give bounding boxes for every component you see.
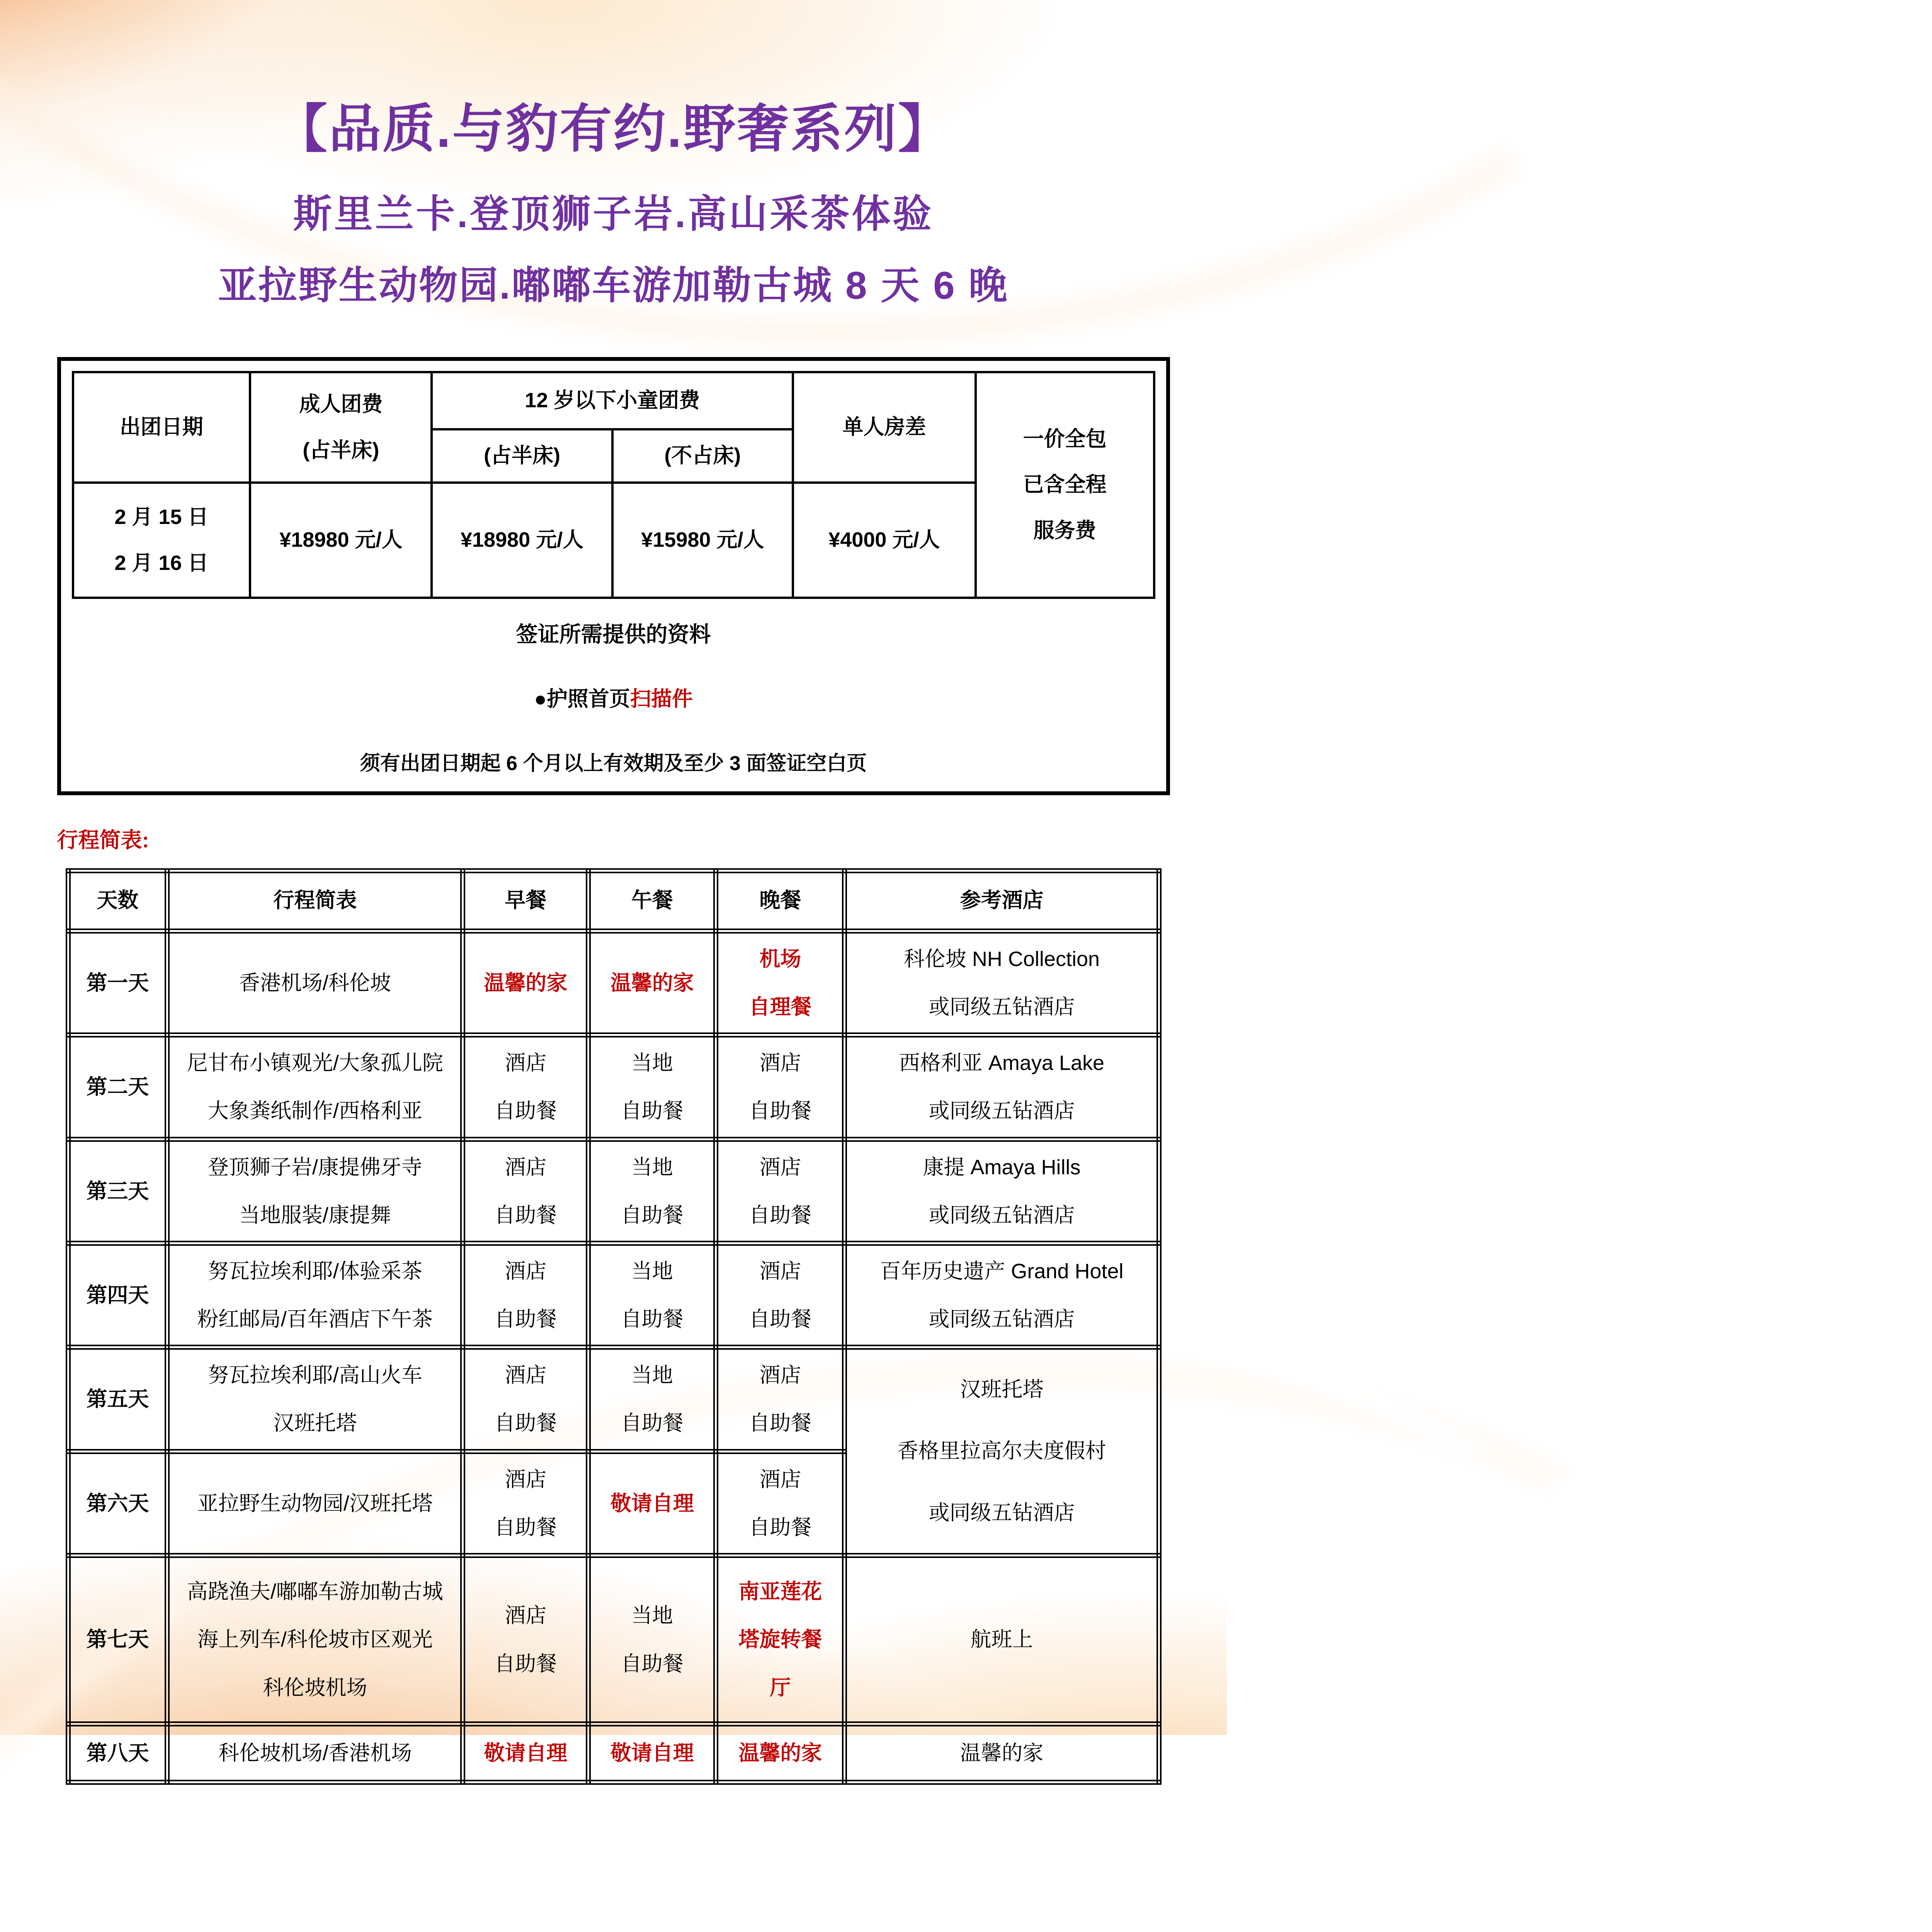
cell-dinner: 南亚莲花 塔旋转餐 厅	[716, 1556, 845, 1724]
cell-lunch: 当地 自助餐	[588, 1035, 716, 1139]
adult-fee-bed-note: (占半床)	[303, 438, 379, 462]
visa-requirement-item	[72, 682, 1155, 712]
cell-hotel: 西格利亚 Amaya Lake 或同级五钻酒店	[845, 1035, 1159, 1139]
cell-plan: 尼甘布小镇观光/大象孤儿院 大象粪纸制作/西格利亚	[167, 1035, 463, 1139]
cell-lunch: 当地 自助餐	[588, 1556, 716, 1724]
cell-breakfast: 酒店 自助餐	[463, 1347, 588, 1451]
header-day: 天数	[68, 871, 167, 931]
cell-hotel-merged: 汉班托塔 香格里拉高尔夫度假村 或同级五钻酒店	[845, 1347, 1159, 1556]
cell-lunch: 敬请自理	[588, 1451, 716, 1555]
cell-lunch: 温馨的家	[588, 931, 716, 1035]
single-room-diff-label: 单人房差	[842, 415, 926, 439]
page-title: 【品质.与豹有约.野奢系列】	[275, 100, 952, 158]
cell-day: 第二天	[68, 1035, 167, 1139]
cell-child-no-bed-header	[612, 429, 793, 483]
visa-section	[72, 617, 1155, 776]
itinerary-row-day1	[68, 931, 1159, 1035]
departure-date-label: 出团日期	[119, 415, 203, 439]
departure-date-1: 2 月 15 日	[114, 505, 209, 529]
cell-day: 第七天	[68, 1556, 167, 1724]
departure-date-2: 2 月 16 日	[114, 551, 209, 575]
itinerary-row-day7	[68, 1556, 1159, 1724]
cell-breakfast: 酒店 自助餐	[463, 1451, 588, 1555]
cell-adult-price	[250, 483, 432, 598]
cell-dinner: 机场 自理餐	[716, 931, 845, 1035]
cell-breakfast: 酒店 自助餐	[463, 1243, 588, 1347]
cell-dinner: 酒店 自助餐	[716, 1139, 845, 1243]
header-plan: 行程简表	[167, 871, 463, 931]
cell-plan: 香港机场/科伦坡	[167, 931, 463, 1035]
cell-dinner: 酒店 自助餐	[716, 1451, 845, 1555]
all-inclusive-line-1: 一价全包	[1023, 427, 1107, 451]
cell-plan: 努瓦拉埃利耶/体验采茶 粉红邮局/百年酒店下午茶	[167, 1243, 463, 1347]
cell-breakfast: 酒店 自助餐	[463, 1556, 588, 1724]
bullet-dot-icon: ●	[534, 687, 547, 711]
page-subtitle-1: 斯里兰卡.登顶狮子岩.高山采茶体验	[293, 192, 934, 236]
child-no-bed-price-value: ¥15980 元/人	[641, 528, 764, 552]
cell-dinner: 温馨的家	[716, 1724, 845, 1782]
cell-plan: 努瓦拉埃利耶/高山火车 汉班托塔	[167, 1347, 463, 1451]
itinerary-row-day8	[68, 1724, 1159, 1782]
price-table	[72, 371, 1155, 599]
itinerary-row-day4	[68, 1243, 1159, 1347]
cell-plan: 科伦坡机场/香港机场	[167, 1724, 463, 1782]
cell-day: 第一天	[68, 931, 167, 1035]
cell-lunch: 敬请自理	[588, 1724, 716, 1782]
cell-child-no-bed-price	[612, 483, 793, 598]
cell-breakfast: 温馨的家	[463, 931, 588, 1035]
cell-child-half-bed-header	[432, 429, 612, 483]
itinerary-row-day2	[68, 1035, 1159, 1139]
adult-fee-label: 成人团费	[299, 392, 383, 416]
itinerary-row-day5	[68, 1347, 1159, 1451]
single-room-diff-price-value: ¥4000 元/人	[828, 528, 940, 552]
child-fee-group-label: 12 岁以下小童团费	[525, 389, 700, 412]
cell-adult-fee-header	[250, 372, 432, 483]
child-half-bed-price-value: ¥18980 元/人	[460, 528, 584, 552]
cell-hotel: 温馨的家	[845, 1724, 1159, 1782]
cell-departure-dates	[73, 483, 250, 598]
visa-validity-note: 须有出团日期起 6 个月以上有效期及至少 3 面签证空白页	[360, 752, 867, 775]
all-inclusive-line-2: 已含全程	[1023, 473, 1107, 497]
cell-breakfast: 酒店 自助餐	[463, 1035, 588, 1139]
cell-single-room-diff-price	[793, 483, 976, 598]
header-breakfast: 早餐	[463, 871, 588, 931]
cell-day: 第五天	[68, 1347, 167, 1451]
cell-plan: 亚拉野生动物园/汉班托塔	[167, 1451, 463, 1555]
cell-hotel: 康提 Amaya Hills 或同级五钻酒店	[845, 1139, 1159, 1243]
cell-plan: 高跷渔夫/嘟嘟车游加勒古城 海上列车/科伦坡市区观光 科伦坡机场	[167, 1556, 463, 1724]
cell-breakfast: 酒店 自助餐	[463, 1139, 588, 1243]
itinerary-table	[66, 868, 1162, 1785]
cell-plan: 登顶狮子岩/康提佛牙寺 当地服装/康提舞	[167, 1139, 463, 1243]
header-lunch: 午餐	[588, 871, 716, 931]
child-half-bed-label: (占半床)	[484, 444, 561, 468]
cell-breakfast: 敬请自理	[463, 1724, 588, 1782]
cell-hotel: 科伦坡 NH Collection 或同级五钻酒店	[845, 931, 1159, 1035]
cell-dinner: 酒店 自助餐	[716, 1347, 845, 1451]
cell-child-half-bed-price	[432, 483, 612, 598]
cell-hotel: 航班上	[845, 1556, 1159, 1724]
header-dinner: 晚餐	[716, 871, 845, 931]
cell-single-room-diff-header	[793, 372, 976, 483]
cell-dinner: 酒店 自助餐	[716, 1243, 845, 1347]
visa-item-scan-text: 扫描件	[630, 687, 693, 711]
cell-departure-date-header	[73, 372, 250, 483]
cell-dinner: 酒店 自助餐	[716, 1035, 845, 1139]
cell-day: 第六天	[68, 1451, 167, 1555]
itinerary-row-day3	[68, 1139, 1159, 1243]
cell-lunch: 当地 自助餐	[588, 1243, 716, 1347]
cell-day: 第八天	[68, 1724, 167, 1782]
header-hotel: 参考酒店	[845, 871, 1159, 931]
cell-day: 第三天	[68, 1139, 167, 1243]
price-and-visa-box	[57, 357, 1170, 795]
itinerary-section-label: 行程简表:	[57, 828, 149, 852]
page-subtitle-2: 亚拉野生动物园.嘟嘟车游加勒古城 8 天 6 晚	[218, 264, 1009, 307]
cell-lunch: 当地 自助餐	[588, 1139, 716, 1243]
adult-price-value: ¥18980 元/人	[279, 528, 403, 552]
cell-lunch: 当地 自助餐	[588, 1347, 716, 1451]
cell-hotel: 百年历史遗产 Grand Hotel 或同级五钻酒店	[845, 1243, 1159, 1347]
itinerary-header-row	[68, 871, 1159, 931]
visa-section-title: 签证所需提供的资料	[516, 622, 711, 646]
price-table-header-row-1	[73, 372, 1154, 429]
visa-item-text: 护照首页	[546, 687, 630, 711]
all-inclusive-line-3: 服务费	[1033, 519, 1096, 543]
cell-all-inclusive-note	[976, 372, 1154, 598]
cell-child-fee-group-header	[432, 372, 793, 429]
child-no-bed-label: (不占床)	[664, 444, 741, 468]
cell-day: 第四天	[68, 1243, 167, 1347]
